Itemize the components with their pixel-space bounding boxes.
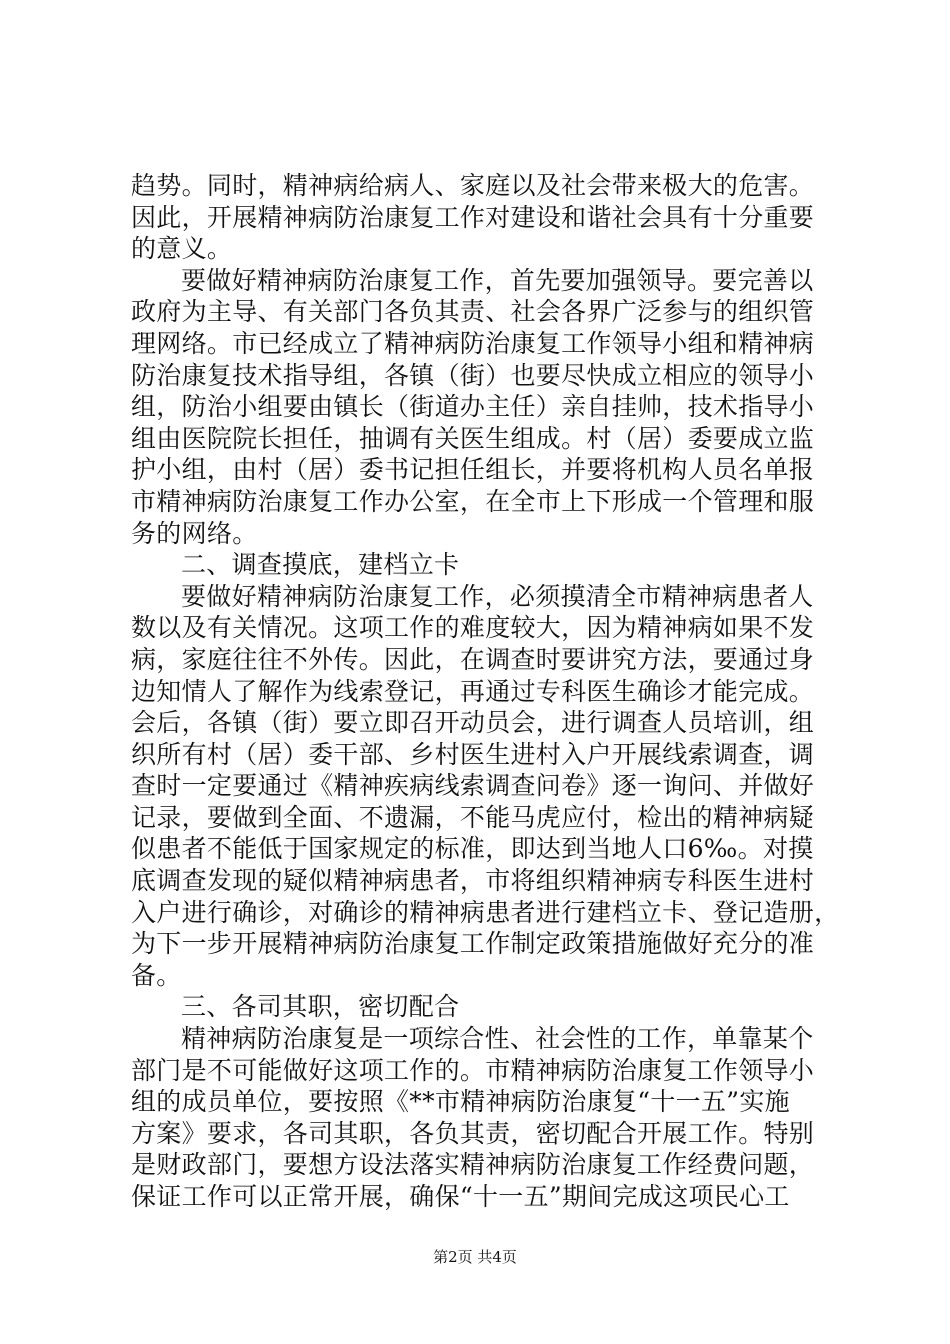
paragraph-start-line: 要做好精神病防治康复工作，必须摸清全市精神病患者人 (181, 581, 814, 611)
text-line: 是财政部门，要想方设法落实精神病防治康复工作经费问题， (131, 1150, 815, 1180)
text-line: 组的成员单位，要按照《**市精神病防治康复“十一五”实施 (131, 1087, 790, 1117)
text-line: 市精神病防治康复工作办公室，在全市上下形成一个管理和服 (131, 486, 815, 516)
text-line: 记录，要做到全面、不遗漏，不能马虎应付，检出的精神病疑 (131, 802, 815, 832)
text-line: 似患者不能低于国家规定的标准，即达到当地人口6‰。对摸 (131, 834, 814, 864)
text-line: 组由医院院长担任，抽调有关医生组成。村（居）委要成立监 (131, 423, 815, 453)
text-line: 数以及有关情况。这项工作的难度较大，因为精神病如果不发 (131, 613, 815, 643)
text-line: 因此，开展精神病防治康复工作对建设和谐社会具有十分重要 (131, 202, 815, 232)
text-line: 方案》要求，各司其职，各负其责，密切配合开展工作。特别 (131, 1118, 815, 1148)
text-line: 底调查发现的疑似精神病患者，市将组织精神病专科医生进村 (131, 866, 815, 896)
text-line: 理网络。市已经成立了精神病防治康复工作领导小组和精神病 (131, 328, 815, 358)
text-line: 备。 (131, 960, 182, 990)
text-line: 务的网络。 (131, 518, 258, 548)
text-line: 保证工作可以正常开展，确保“十一五”期间完成这项民心工 (131, 1182, 790, 1211)
section-heading: 二、调查摸底，建档立卡 (181, 550, 460, 580)
text-line: 边知情人了解作为线索登记，再通过专科医生确诊才能完成。 (131, 676, 815, 706)
text-line: 病，家庭往往不外传。因此，在调查时要讲究方法，要通过身 (131, 644, 815, 674)
text-line: 的意义。 (131, 234, 233, 264)
text-line: 织所有村（居）委干部、乡村医生进村入户开展线索调查，调 (131, 739, 815, 769)
text-line: 趋势。同时，精神病给病人、家庭以及社会带来极大的危害。 (131, 171, 815, 200)
text-line: 部门是不可能做好这项工作的。市精神病防治康复工作领导小 (131, 1055, 815, 1085)
document-body (131, 170, 840, 1213)
section-heading: 三、各司其职，密切配合 (181, 992, 460, 1022)
page-number-footer: 第2页 共4页 (433, 1248, 517, 1266)
text-line: 为下一步开展精神病防治康复工作制定政策措施做好充分的准 (131, 929, 815, 959)
text-line: 入户进行确诊，对确诊的精神病患者进行建档立卡、登记造册， (131, 897, 840, 927)
text-line: 政府为主导、有关部门各负其责、社会各界广泛参与的组织管 (131, 297, 815, 327)
paragraph-start-line: 要做好精神病防治康复工作，首先要加强领导。要完善以 (181, 265, 814, 295)
text-line: 组，防治小组要由镇长（街道办主任）亲自挂帅，技术指导小 (131, 392, 815, 422)
text-line: 护小组，由村（居）委书记担任组长，并要将机构人员名单报 (131, 455, 815, 485)
text-line: 会后，各镇（街）要立即召开动员会，进行调查人员培训，组 (131, 708, 815, 738)
paragraph-start-line: 精神病防治康复是一项综合性、社会性的工作，单靠某个 (181, 1024, 814, 1054)
text-line: 防治康复技术指导组，各镇（街）也要尽快成立相应的领导小 (131, 360, 815, 390)
text-line: 查时一定要通过《精神疾病线索调查问卷》逐一询问、并做好 (131, 771, 815, 801)
